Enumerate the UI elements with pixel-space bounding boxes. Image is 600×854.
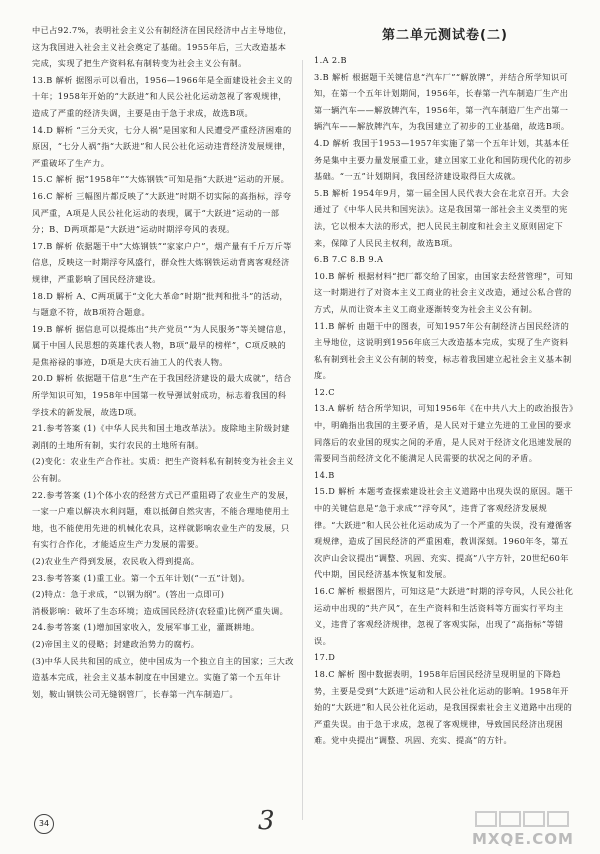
left-answer-paragraph: 17.B 解析 依据题干中“大炼钢铁”“家家户户”，烟产量有千斤万斤等信息，反映这一时期浮夸风盛行，群众性大炼钢铁运动背离客观经济规律，严重影响了国民经济建设。 bbox=[32, 240, 292, 284]
unit-test-title: 第二单元测试卷(二) bbox=[382, 28, 508, 43]
left-answer-paragraph: (2)特点：急于求成，“以钢为纲”。(答出一点即可) bbox=[32, 589, 225, 600]
left-answer-paragraph: (3)中华人民共和国的成立，使中国成为一个独立自主的国家；三大改造基本完成，社会主义基本制度在中国建立。实施了第一个五年计划，鞍山钢铁公司无缝钢管厂，长春第一汽车制造厂。 bbox=[32, 655, 294, 699]
right-answer-paragraph: 3.B 解析 根据题干关键信息“汽车厂”“解放牌”，并结合所学知识可知，在第一个五年计划期间，1956年，长春第一汽车制造厂生产出第一辆汽车——解放牌汽车，1956年，第一汽车制造厂生产出第一辆汽车——解放牌汽车，为我国建立了初步的工业基础，故选B项。 bbox=[314, 71, 570, 132]
right-answer-paragraph: 6.B 7.C 8.B 9.A bbox=[314, 254, 384, 265]
left-answer-paragraph: (2)帝国主义的侵略；封建政治势力的腐朽。 bbox=[32, 638, 200, 649]
left-answer-paragraph: (2)农业生产得到发展，农民收入得到提高。 bbox=[32, 556, 200, 566]
handwritten-mark: 3 bbox=[258, 806, 275, 836]
left-answer-paragraph: 21.参考答案 (1)《中华人民共和国土地改革法》。废除地主阶级封建剥削的土地所有制，实行农民的土地所有制。 bbox=[32, 423, 290, 450]
right-answer-paragraph: 12.C bbox=[314, 386, 335, 397]
left-answer-paragraph: 消极影响：破坏了生态环境；造成国民经济(农轻重)比例严重失调。 bbox=[32, 605, 289, 616]
left-column bbox=[32, 22, 294, 702]
left-answer-paragraph: 中已占92.7%，表明社会主义公有制经济在国民经济中占主导地位，这为我国进入社会主义社会奠定了基础。1955年后，三大改造基本完成，实现了把生产资料私有制转变为社会主义公有制。 bbox=[32, 25, 292, 69]
right-column-body bbox=[314, 52, 576, 749]
right-answer-paragraph: 16.C 解析 根据图片，可知这是“大跃进”时期的浮夸风，人民公社化运动中出现的“共产风”，在生产资料和生活资料等方面实行平均主义，违背了客观经济规律，忽视了客观实际，出现了“高指标”等错误。 bbox=[314, 586, 574, 646]
left-answer-paragraph: (2)变化：农业生产合作社。实质：把生产资料私有制转变为社会主义公有制。 bbox=[32, 456, 294, 484]
right-column bbox=[314, 22, 576, 749]
right-answer-paragraph: 11.B 解析 由题干中的图表，可知1957年公有制经济占国民经济的主导地位，这说明到1956年底三大改造基本完成，实现了生产资料私有制到社会主义公有制的转变，标志着我国建立起社会主义基本制度。 bbox=[314, 320, 572, 381]
left-answer-paragraph: 14.D 解析 “三分天灾，七分人祸”是国家和人民遭受严重经济困难的原因，“七分人祸”指“大跃进”和人民公社化运动违背经济发展规律，严重破坏了生产力。 bbox=[32, 124, 292, 168]
right-answer-paragraph: 5.B 解析 1954年9月，第一届全国人民代表大会在北京召开。大会通过了《中华人民共和国宪法》。这是我国第一部社会主义类型的宪法，它以根本大法的形式，把人民民主制度和社会主义原则固定下来，保障了人民民主权利，故选B项。 bbox=[314, 187, 570, 248]
left-answer-paragraph: 24.参考答案 (1)增加国家收入，发展军事工业，灌溉耕地。 bbox=[32, 622, 260, 633]
right-answer-paragraph: 17.D bbox=[314, 652, 336, 663]
right-answer-paragraph: 14.B bbox=[314, 469, 335, 480]
left-answer-paragraph: 23.参考答案 (1)重工业。第一个五年计划(“一五”计划)。 bbox=[32, 572, 251, 583]
left-answer-paragraph: 22.参考答案 (1)个体小农的经营方式已严重阻碍了农业生产的发展，一家一户难以解决水利问题，难以抵御自然灾害，不能合理地使用土地，也不能使用先进的机械化农具，这样就影响农业生产的发展，只有实行合作化，才能适应生产力发展的需要。 bbox=[32, 489, 294, 550]
page-number: 34 bbox=[34, 814, 54, 834]
left-answer-paragraph: 13.B 解析 据图示可以看出，1956—1966年是全面建设社会主义的十年；1958年开始的“大跃进”和人民公社化运动忽视了客观规律，造成了严重的经济失调，主要是由于急于求成，故选B项。 bbox=[32, 74, 293, 118]
column-divider bbox=[302, 60, 303, 820]
right-answer-paragraph: 4.D 解析 我国于1953—1957年实施了第一个五年计划，其基本任务是集中主要力量发展重工业，建立国家工业化和国防现代化的初步基础。“一五”计划期间，我国经济建设取得巨大成就。 bbox=[314, 137, 572, 182]
left-answer-paragraph: 20.D 解析 依据题干信息“生产在于我国经济建设的最大成就”，结合所学知识可知，1958年中国第一枚导弹试射成功，标志着我国的科学技术的新发展，故选D项。 bbox=[32, 373, 292, 417]
right-answer-paragraph: 13.A 解析 结合所学知识，可知1956年《在中共八大上的政治报告》中，明确指出我国的主要矛盾，是人民对于建立先进的工业国的要求同落后的农业国的现实之间的矛盾，是人民对于经济文化迅速发展的需要同当前经济文化不能满足人民需要的状况之间的矛盾。 bbox=[314, 403, 574, 464]
right-answer-paragraph: 1.A 2.B bbox=[314, 55, 347, 65]
watermark-text: MXQE.COM bbox=[472, 830, 574, 848]
right-answer-paragraph: 15.D 解析 本题考查探索建设社会主义道路中出现失误的原因。题干中的关键信息是“急于求成”“浮夸风”，违背了客观经济发展规律。“大跃进”和人民公社化运动成为了一个严重的失误，没有遵循客观规律，造成了国民经济的严重困难，教训深刻。1960年冬，第五次庐山会议提出“调整、巩固、充实、提高”八字方针，20世纪60年代中期，国民经济基本恢复和发展。 bbox=[314, 486, 574, 580]
right-answer-paragraph: 18.C 解析 图中数据表明，1958年后国民经济呈现明显的下降趋势，主要是受到“大跃进”运动和人民公社化运动的影响。1958年开始的“大跃进”和人民公社化运动，是我国探索社会主义道路中出现的严重失误。由于急于求成，忽视了客观规律，导致国民经济出现困难。党中央提出“调整、巩固、充实、提高”的方针。 bbox=[314, 668, 573, 746]
right-answer-paragraph: 10.B 解析 根据材料“把厂都交给了国家，由国家去经营管理”，可知这一时期进行了对资本主义工商业的社会主义改造，通过公私合营的方式，从而让资本主义工商业逐渐转变为社会主义公有制。 bbox=[314, 270, 574, 314]
left-answer-paragraph: 19.B 解析 据信息可以提炼出“共产党员”“为人民服务”等关键信息，属于中国人民思想的英雄代表人物，B项“最早的榜样”，C项反映的是焦裕禄的事迹，D项是大庆石油工人的代表人物。 bbox=[32, 323, 292, 367]
watermark-logo bbox=[472, 810, 592, 850]
left-answer-paragraph: 16.C 解析 三幅图片都反映了“大跃进”时期不切实际的高指标，浮夸风严重，A项是人民公社化运动的表现，属于“大跃进”运动的一部分；B、D两项都是“大跃进”运动时期浮夸风的表现。 bbox=[32, 190, 292, 235]
left-answer-paragraph: 15.C 解析 据“1958年”“大炼钢铁”可知是指“大跃进”运动的开展。 bbox=[32, 174, 290, 185]
left-answer-paragraph: 18.D 解析 A、C两项属于“文化大革命”时期“批判和批斗”的活动，与题意不符，故B项符合题意。 bbox=[32, 290, 289, 318]
